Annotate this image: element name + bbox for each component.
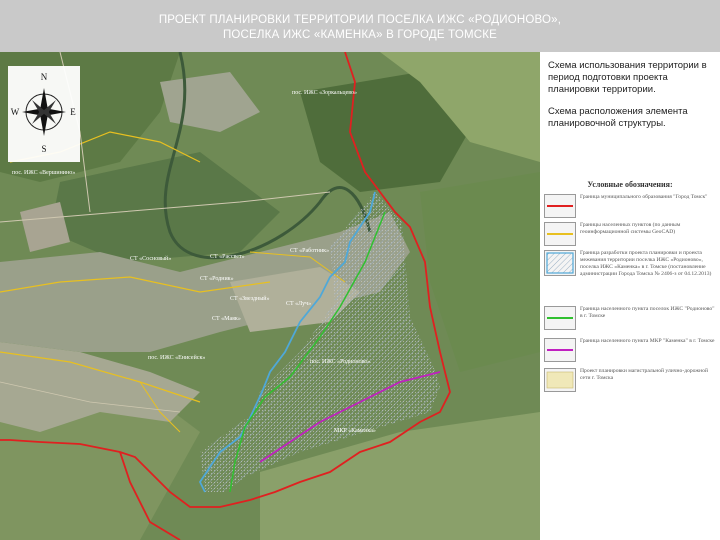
title-bar — [0, 0, 720, 52]
legend-text: Границы населенных пунктов (по данным геоинформационной системы GeoCAD) — [580, 222, 681, 235]
description-location: Схема расположения элемента планировочной структуры. — [548, 106, 688, 129]
compass-w-label: W — [10, 107, 20, 117]
map-label-st-rodnik: СТ «Родник» — [200, 276, 234, 282]
legend-swatch-rodionovo-border — [544, 306, 576, 330]
compass-n-label: N — [40, 72, 48, 82]
legend-text: Граница разработки проекта планировки и проекта межевания территории поселка ИЖС «Родионово», поселка ИЖС «Каменка» в г. Томске (постановление администрации Города Томска № 2406-з от 04.12.2013) — [580, 250, 712, 277]
description-usage: Схема использования территории в период подготовки проекта планировки территории. — [548, 60, 707, 95]
map-label-pos-rodionovo: пос. ИЖС «Родионово» — [310, 359, 371, 365]
map-label-st-luch: СТ «Луч» — [286, 301, 312, 307]
aerial-map[interactable] — [0, 52, 540, 540]
legend-text: Граница населенного пункта поселок ИЖС "Родионово" в г. Томске — [580, 306, 715, 319]
legend-title: Условные обозначения: — [587, 180, 673, 189]
map-legend — [540, 178, 720, 540]
legend-item-project-area — [544, 250, 720, 306]
map-label-st-zvezdnyi: СТ «Звездный» — [230, 296, 270, 302]
legend-item-kamenka-border — [544, 338, 720, 366]
compass-e-label: E — [70, 107, 76, 117]
map-label-pos-eniseisk: пос. ИЖС «Енисейск» — [148, 355, 206, 361]
legend-item-rodionovo-border — [544, 306, 720, 334]
map-label-st-mayak: СТ «Маяк» — [212, 316, 241, 322]
legend-text: Проект планировки магистральной улично-дорожной сети г. Томска — [580, 368, 708, 381]
compass-rose — [8, 66, 80, 162]
map-label-north-west: пос. ИЖС «Вершинино» — [12, 170, 76, 176]
legend-text: Граница населенного пункта МКР "Каменка" в г. Томске — [580, 338, 715, 344]
compass-s-label: S — [41, 144, 47, 154]
map-label-mkr-kamenka: МКР «Каменка» — [334, 428, 376, 434]
page-title-line-1: ПРОЕКТ ПЛАНИРОВКИ ТЕРРИТОРИИ ПОСЕЛКА ИЖС «РОДИОНОВО», — [158, 14, 562, 26]
legend-swatch-project-area — [544, 250, 576, 276]
legend-swatch-road-network — [544, 368, 576, 392]
page-title-line-2: ПОСЕЛКА ИЖС «КАМЕНКА» В ГОРОДЕ ТОМСКЕ — [222, 29, 498, 41]
map-label-st-rabotnik: СТ «Работник» — [290, 248, 330, 254]
legend-text: Граница муниципального образования "Город Томск" — [580, 194, 708, 200]
map-label-st-sosnovoe: СТ «Сосновый» — [130, 256, 172, 262]
legend-swatch-settlement-border — [544, 222, 576, 246]
legend-swatch-city-border — [544, 194, 576, 218]
map-label-st-rassvet: СТ «Рассвет» — [210, 254, 245, 260]
legend-swatch-kamenka-border — [544, 338, 576, 362]
map-label-zorkaltsevo: пос. ИЖС «Зоркальцево» — [292, 90, 358, 96]
legend-item-road-network — [544, 368, 720, 396]
